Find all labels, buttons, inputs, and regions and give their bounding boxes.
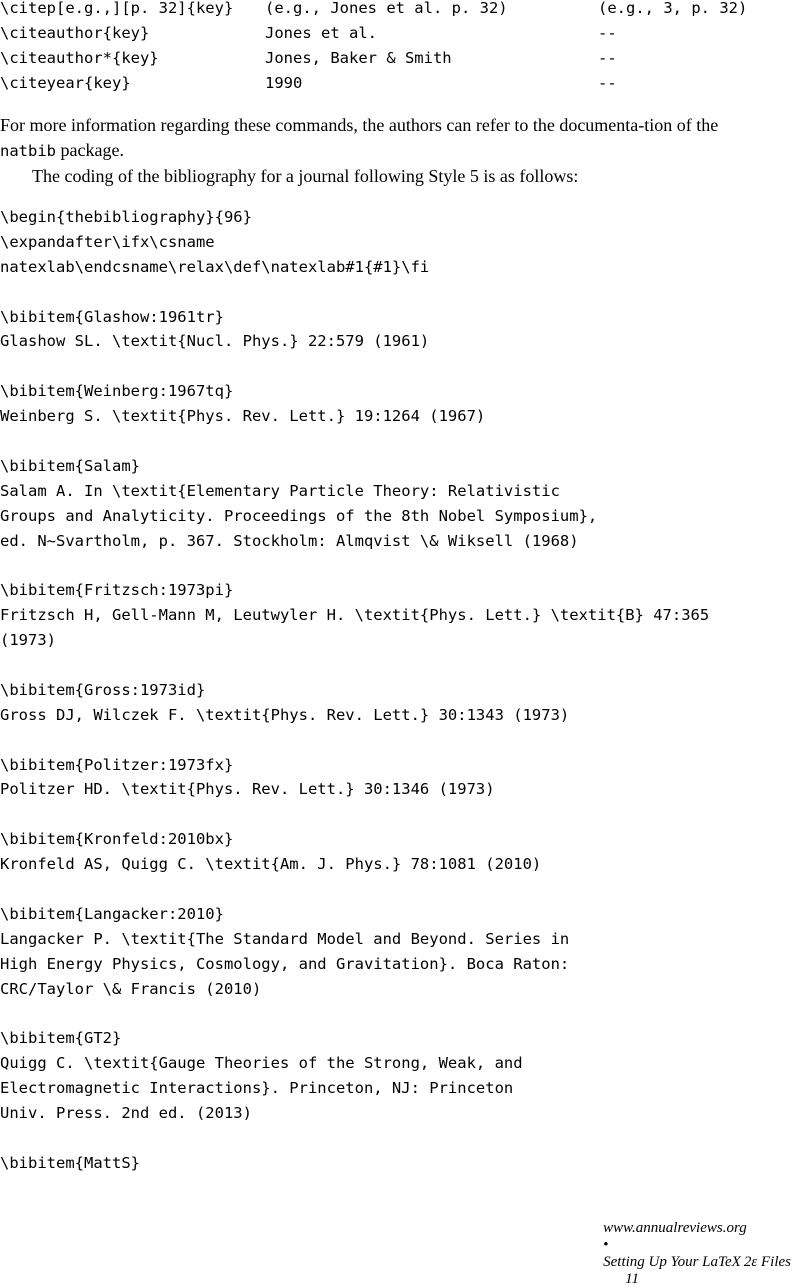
bibitem-line: \bibitem{Fritzsch:1973pi} <box>0 581 234 600</box>
code-line: \expandafter\ifx\csname <box>0 232 215 251</box>
footer-title-suffix: Files <box>757 1254 791 1270</box>
table-row <box>0 0 801 25</box>
bibitem-line: \bibitem{Kronfeld:2010bx} <box>0 830 234 849</box>
bibitem-line: \bibitem{GT2} <box>0 1029 122 1048</box>
author-year-cell: Jones, Baker & Smith <box>265 49 452 67</box>
footer-separator: • <box>603 1237 609 1253</box>
code-line: Univ. Press. 2nd ed. (2013) <box>0 1104 252 1123</box>
code-line: Groups and Analyticity. Proceedings of the 8th Nobel Symposium}, <box>0 506 598 525</box>
bibitem-line: \bibitem{Salam} <box>0 456 140 475</box>
numeric-cell: -- <box>598 49 617 67</box>
author-year-cell: (e.g., Jones et al. p. 32) <box>265 0 508 17</box>
code-line <box>0 280 801 305</box>
table-row <box>0 75 801 100</box>
numeric-cell: -- <box>598 74 617 92</box>
code-line: Salam A. In \textit{Elementary Particle Theory: Relativistic <box>0 481 560 500</box>
numeric-cell: (e.g., 3, p. 32) <box>598 0 748 17</box>
code-line: CRC/Taylor \& Francis (2010) <box>0 979 262 998</box>
code-line <box>0 553 801 578</box>
code-line: Politzer HD. \textit{Phys. Rev. Lett.} 30:1346 (1973) <box>0 780 495 799</box>
code-line: Quigg C. \textit{Gauge Theories of the Strong, Weak, and <box>0 1054 523 1073</box>
command-cell: \citep[e.g.,][p. 32]{key} <box>0 0 234 17</box>
code-line: Fritzsch H, Gell-Mann M, Leutwyler H. \textit{Phys. Lett.} \textit{B} 47:365 <box>0 606 710 625</box>
bibitem-line: \bibitem{Politzer:1973fx} <box>0 755 234 774</box>
author-year-cell: 1990 <box>265 74 303 92</box>
code-line: Glashow SL. \textit{Nucl. Phys.} 22:579 (1961) <box>0 332 430 351</box>
page-footer <box>596 1203 791 1288</box>
code-line: Weinberg S. \textit{Phys. Rev. Lett.} 19:1264 (1967) <box>0 407 486 426</box>
footer-title-prefix: Setting Up Your <box>603 1254 703 1270</box>
code-line: High Energy Physics, Cosmology, and Gravitation}. Boca Raton: <box>0 954 570 973</box>
command-cell: \citeauthor*{key} <box>0 49 159 67</box>
bibliography-code-listing <box>0 205 801 1176</box>
bibitem-line: \bibitem{Gross:1973id} <box>0 680 206 699</box>
paragraph-text-end: package. <box>56 140 124 160</box>
latex-version: 2ε <box>743 1254 758 1270</box>
page-number: 11 <box>625 1271 640 1287</box>
paragraph-text: For more information regarding these commands, the authors can refer to the documenta-tion of the <box>0 115 719 135</box>
package-name: natbib <box>0 142 56 160</box>
code-line: Langacker P. \textit{The Standard Model and Beyond. Series in <box>0 929 570 948</box>
command-cell: \citeyear{key} <box>0 74 131 92</box>
paragraph-natbib-reference <box>0 113 770 164</box>
table-row <box>0 50 801 75</box>
code-line <box>0 1002 801 1027</box>
numeric-cell: -- <box>598 24 617 42</box>
code-line <box>0 877 801 902</box>
code-line: \begin{thebibliography}{96} <box>0 208 252 226</box>
code-line <box>0 354 801 379</box>
table-row <box>0 25 801 50</box>
bibitem-line: \bibitem{Glashow:1961tr} <box>0 307 224 326</box>
code-line <box>0 1126 801 1151</box>
body-text <box>0 113 770 189</box>
code-line: Gross DJ, Wilczek F. \textit{Phys. Rev. Lett.} 30:1343 (1973) <box>0 705 570 724</box>
code-line: ed. N~Svartholm, p. 367. Stockholm: Almqvist \& Wiksell (1968) <box>0 531 579 550</box>
code-line <box>0 653 801 678</box>
code-line: Electromagnetic Interactions}. Princeton, NJ: Princeton <box>0 1079 514 1098</box>
bibitem-line: \bibitem{MattS} <box>0 1153 140 1172</box>
bibitem-line: \bibitem{Langacker:2010} <box>0 904 224 923</box>
command-cell: \citeauthor{key} <box>0 24 150 42</box>
citation-command-table <box>0 0 801 100</box>
code-line <box>0 802 801 827</box>
code-line: Kronfeld AS, Quigg C. \textit{Am. J. Phys.} 78:1081 (2010) <box>0 855 542 874</box>
author-year-cell: Jones et al. <box>265 24 377 42</box>
code-line: (1973) <box>0 631 56 650</box>
paragraph-style5-intro: The coding of the bibliography for a journal following Style 5 is as follows: <box>32 166 579 186</box>
code-line <box>0 429 801 454</box>
footer-site: www.annualreviews.org <box>603 1220 747 1236</box>
latex-logo: LaTeX <box>702 1254 741 1270</box>
bibitem-line: \bibitem{Weinberg:1967tq} <box>0 382 234 401</box>
code-line <box>0 728 801 753</box>
code-line: natexlab\endcsname\relax\def\natexlab#1{#1}\fi <box>0 257 430 276</box>
